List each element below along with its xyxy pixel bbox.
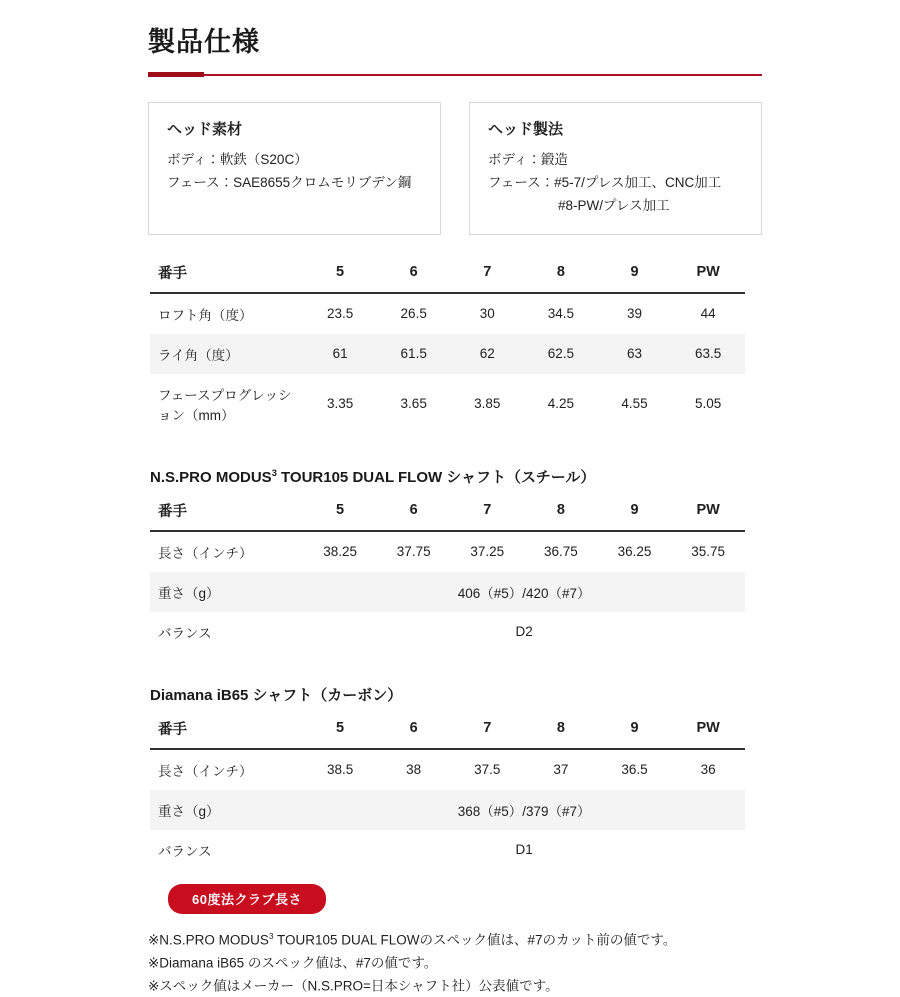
row-label: フェースプログレッション（mm） [158, 387, 292, 423]
superscript: 3 [271, 467, 277, 478]
spec-value: 37 [553, 762, 569, 778]
spec-value: 37.5 [474, 762, 501, 778]
spec-value-merged: D2 [515, 624, 533, 640]
spec-value: 38.25 [323, 544, 357, 560]
info-boxes [148, 102, 762, 235]
column-header: 9 [598, 495, 672, 531]
table-row [150, 790, 745, 830]
title-underline-thin [148, 74, 762, 76]
spec-value-merged: D1 [515, 842, 533, 858]
steel-shaft-spec-table [150, 495, 745, 652]
column-header: PW [671, 257, 745, 293]
info-box-line: ボディ：軟鉄（S20C） [167, 152, 308, 167]
footnotes [148, 930, 762, 997]
spec-value: 44 [700, 306, 716, 322]
footnote [148, 976, 762, 997]
row-label: 重さ（g） [158, 585, 220, 601]
column-header: 5 [303, 257, 377, 293]
title-underline [148, 72, 762, 77]
info-box-line: フェース：#5-7/プレス加工、CNC加工 [488, 174, 722, 190]
header-row [150, 257, 745, 293]
spec-value: 36.5 [621, 762, 648, 778]
spec-value: 23.5 [326, 306, 354, 322]
steel-shaft-spec-table-container [148, 495, 762, 652]
table-row [150, 334, 745, 374]
column-header: 6 [377, 495, 451, 531]
spec-value: 37.75 [396, 544, 431, 560]
column-header: 番手 [150, 495, 303, 531]
column-header: 5 [303, 495, 377, 531]
spec-value: 63.5 [695, 346, 722, 362]
column-header: 番手 [150, 713, 303, 749]
column-header: 8 [524, 495, 598, 531]
spec-value: 35.75 [691, 544, 726, 560]
info-box-title: ヘッド製法 [488, 121, 564, 138]
spec-value: 3.35 [326, 396, 354, 412]
row-label: バランス [158, 625, 212, 641]
spec-value: 61 [332, 346, 348, 362]
spec-value: 34.5 [547, 306, 575, 322]
footnote-text: ※N.S.PRO MODUS [148, 932, 269, 948]
info-box-line: #8-PW/プレス加工 [558, 197, 670, 213]
column-header: 8 [524, 713, 598, 749]
shaft-section-title-steel [150, 466, 762, 487]
spec-value-merged: 406（#5）/420（#7） [457, 585, 591, 601]
spec-value: 3.65 [400, 396, 427, 412]
column-header: 9 [598, 713, 672, 749]
section-title-text: N.S.PRO MODUS [150, 468, 272, 486]
head-spec-table [150, 257, 745, 434]
column-header: PW [671, 495, 745, 531]
row-label: ロフト角（度） [158, 307, 253, 323]
spec-value: 39 [627, 306, 643, 322]
spec-value: 3.85 [474, 396, 501, 412]
spec-value: 38 [406, 762, 422, 778]
spec-value: 26.5 [400, 306, 427, 322]
info-box-head-material [148, 102, 441, 235]
column-header: 6 [377, 257, 451, 293]
footnote [148, 930, 762, 951]
table-row [150, 374, 745, 434]
footnote-text: ※スペック値はメーカー（N.S.PRO=日本シャフト社）公表値です。 [148, 978, 559, 994]
column-header: PW [671, 713, 745, 749]
info-box-title: ヘッド素材 [167, 121, 243, 138]
header-row [150, 495, 745, 531]
spec-value: 36.75 [544, 544, 578, 560]
spec-value: 36 [700, 762, 716, 778]
table-row [150, 531, 745, 572]
column-header: 7 [451, 495, 525, 531]
carbon-shaft-spec-table-container [148, 713, 762, 870]
footnote-text: ※Diamana iB65 のスペック値は、#7の値です。 [148, 955, 438, 971]
info-box-head-construction [469, 102, 762, 235]
spec-value: 62 [479, 346, 495, 362]
spec-value: 5.05 [695, 396, 722, 412]
spec-value: 30 [479, 306, 495, 322]
spec-value: 4.55 [621, 396, 648, 412]
column-header: 7 [451, 257, 525, 293]
info-box-line: ボディ：鍛造 [488, 152, 568, 167]
column-header: 番手 [150, 257, 303, 293]
carbon-shaft-spec-table [150, 713, 745, 870]
head-spec-table-container [148, 257, 762, 434]
spec-value: 36.25 [617, 544, 652, 560]
column-header: 9 [598, 257, 672, 293]
section-title-text: TOUR105 DUAL FLOW シャフト（スチール） [276, 468, 596, 486]
column-header: 7 [451, 713, 525, 749]
table-row [150, 572, 745, 612]
table-row [150, 293, 745, 334]
spec-value: 37.25 [470, 544, 505, 560]
info-box-line: フェース：SAE8655クロムモリブデン鋼 [167, 174, 412, 190]
title-underline-accent [148, 72, 204, 77]
row-label: ライ角（度） [158, 347, 239, 363]
footnote [148, 953, 762, 974]
column-header: 5 [303, 713, 377, 749]
spec-value: 38.5 [326, 762, 354, 778]
footnote-text: TOUR105 DUAL FLOWのスペック値は、#7のカット前の値です。 [273, 932, 677, 948]
section-title-text: Diamana iB65 シャフト（カーボン） [150, 686, 403, 704]
spec-value: 4.25 [547, 396, 575, 412]
page-title: 製品仕様 [148, 27, 260, 57]
table-row [150, 830, 745, 870]
spec-value: 62.5 [547, 346, 575, 362]
row-label: 重さ（g） [158, 803, 220, 819]
column-header: 6 [377, 713, 451, 749]
table-row [150, 749, 745, 790]
spec-value-merged: 368（#5）/379（#7） [457, 803, 591, 819]
row-label: バランス [158, 843, 212, 859]
header-row [150, 713, 745, 749]
table-row [150, 612, 745, 652]
spec-value: 61.5 [400, 346, 427, 362]
column-header: 8 [524, 257, 598, 293]
shaft-section-title-carbon [150, 684, 762, 705]
row-label: 長さ（インチ） [158, 763, 253, 779]
superscript: 3 [268, 930, 274, 941]
spec-value: 63 [627, 346, 643, 362]
row-label: 長さ（インチ） [158, 545, 253, 561]
club-length-badge: 60度法クラブ長さ [168, 884, 326, 914]
